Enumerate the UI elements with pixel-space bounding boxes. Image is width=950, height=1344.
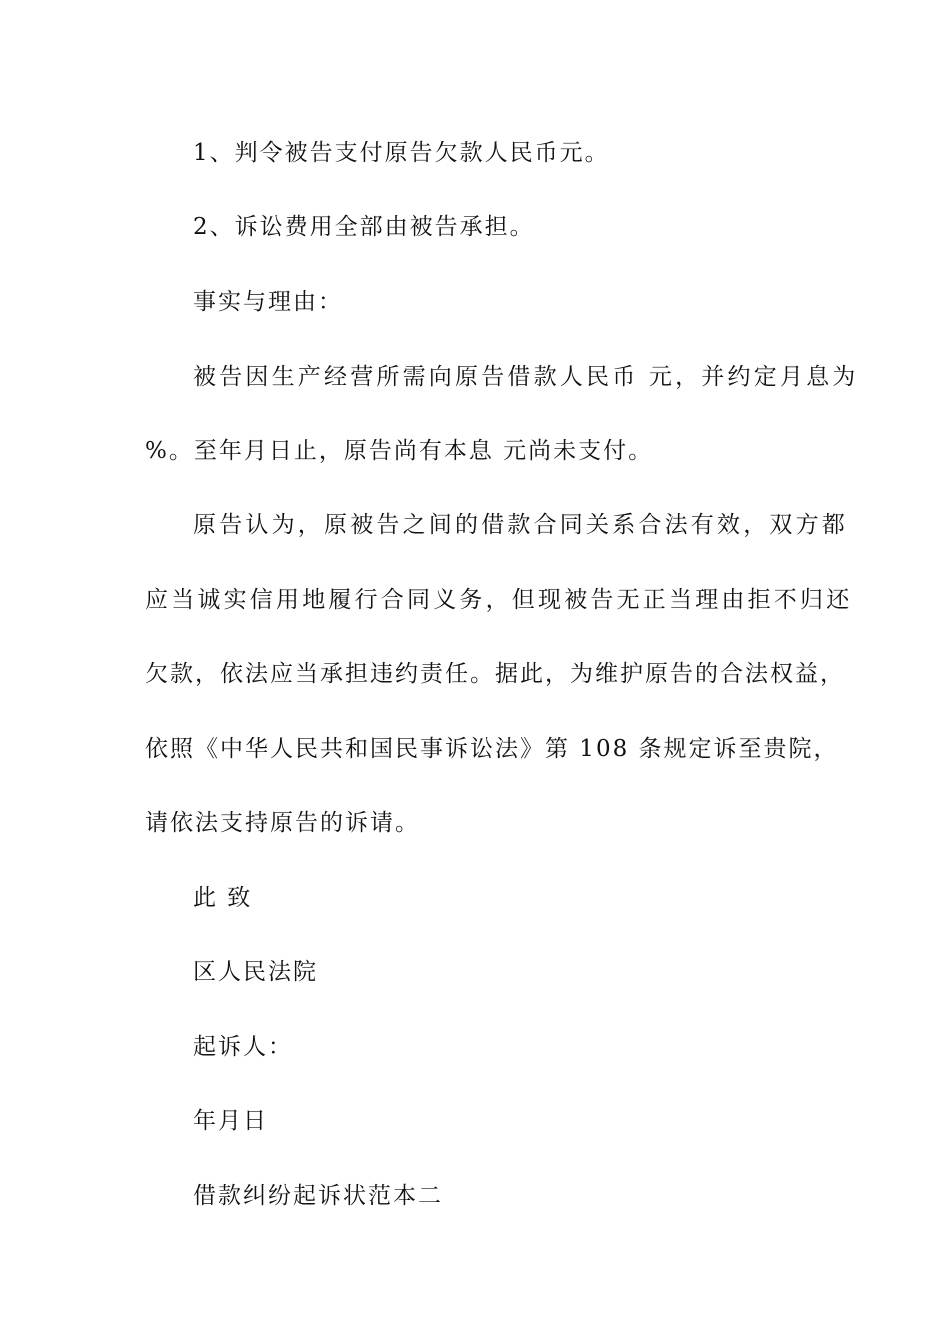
closing-salutation: 此 致 — [193, 885, 253, 911]
reason-line-3: 欠款，依法应当承担违约责任。据此，为维护原告的合法权益， — [145, 661, 845, 687]
claim-1: 1、判令被告支付原告欠款人民币元。 — [193, 140, 610, 166]
date-line: 年月日 — [193, 1108, 268, 1134]
facts-heading: 事实与理由： — [193, 289, 343, 315]
reason-line-4: 依照《中华人民共和国民事诉讼法》第 108 条规定诉至贵院， — [145, 736, 839, 762]
reason-line-1: 原告认为，原被告之间的借款合同关系合法有效，双方都 — [193, 512, 848, 538]
claim-2: 2、诉讼费用全部由被告承担。 — [193, 214, 535, 240]
plaintiff-label: 起诉人： — [193, 1034, 293, 1060]
court-name: 区人民法院 — [193, 959, 318, 985]
facts-line-1: 被告因生产经营所需向原告借款人民币 元，并约定月息为 — [193, 364, 859, 390]
next-section-title: 借款纠纷起诉状范本二 — [193, 1183, 443, 1209]
facts-line-2: %。至年月日止，原告尚有本息 元尚未支付。 — [145, 438, 654, 464]
reason-line-5: 请依法支持原告的诉请。 — [145, 810, 420, 836]
reason-line-2: 应当诚实信用地履行合同义务，但现被告无正当理由拒不归还 — [145, 587, 853, 613]
